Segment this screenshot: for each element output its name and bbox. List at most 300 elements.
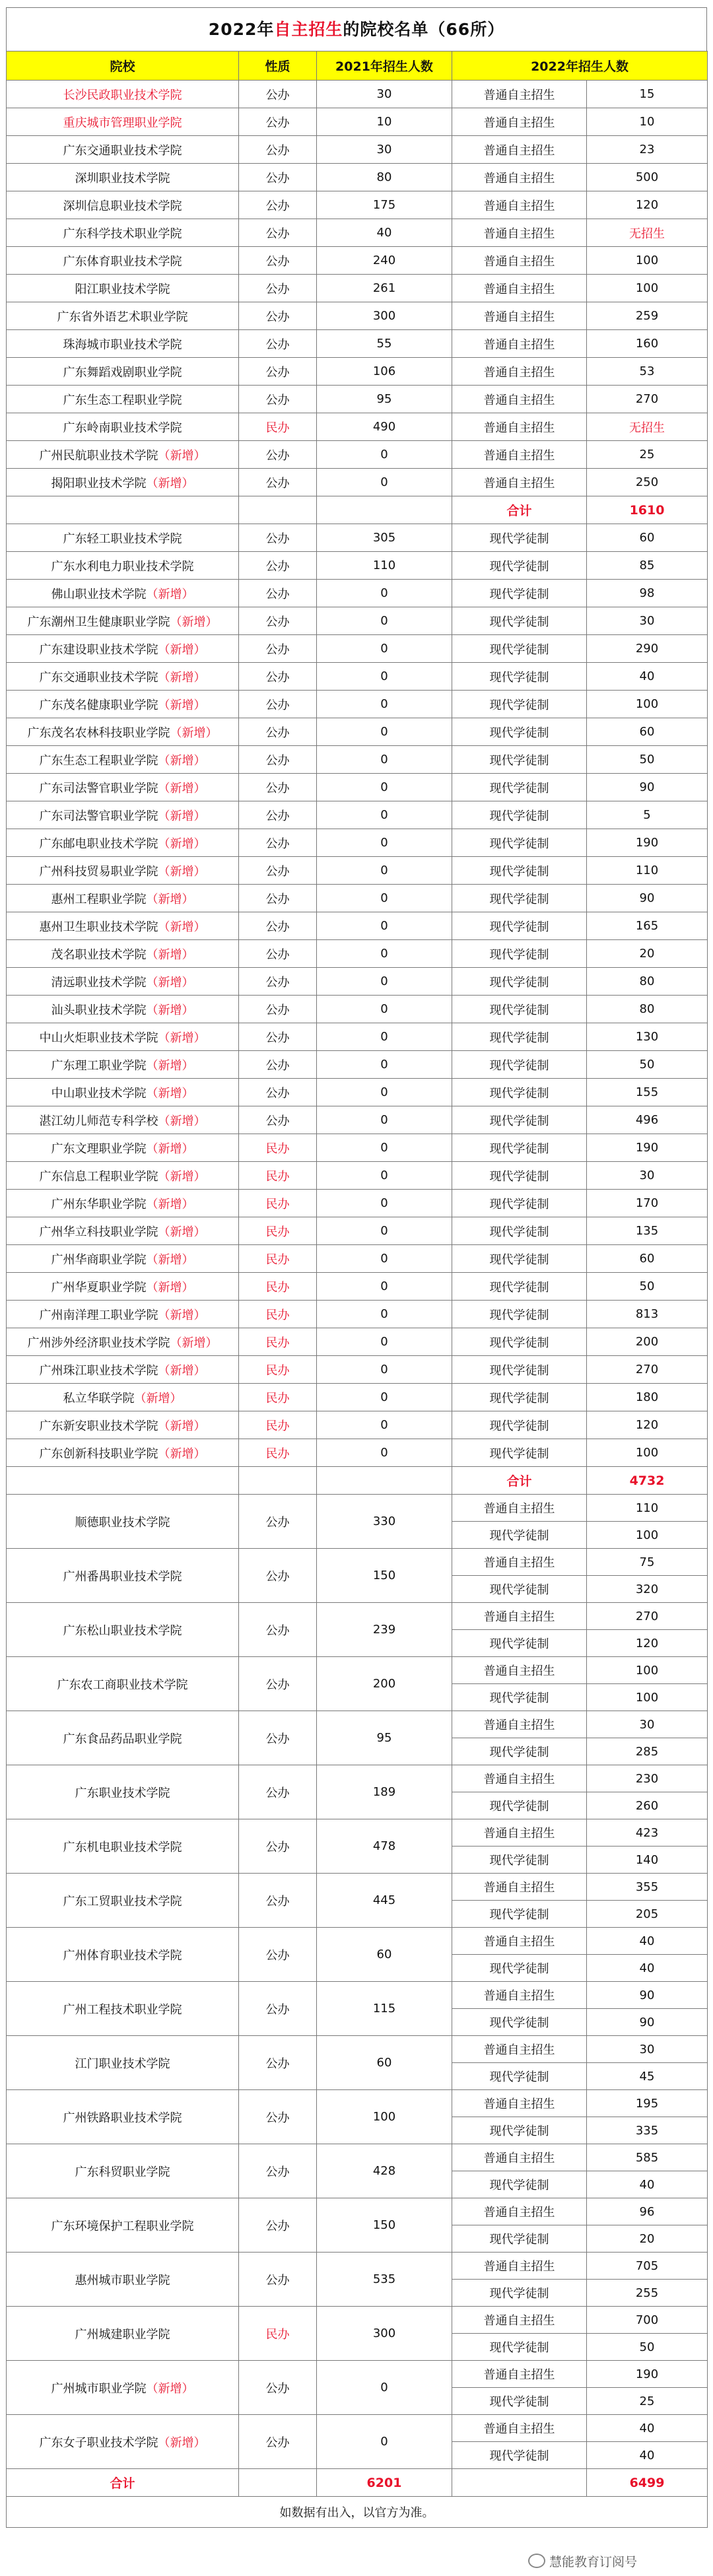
school-name-cell [7, 912, 239, 940]
table-row [7, 1162, 708, 1190]
table-row [7, 191, 708, 219]
enroll-2021-cell: 0 [317, 1356, 452, 1384]
table-row [7, 1874, 708, 1901]
enroll-2021-cell: 0 [317, 801, 452, 829]
enroll-2022-cell: 80 [587, 968, 708, 996]
enroll-type-cell: 现代学徒制 [452, 1955, 587, 1982]
enroll-type-cell: 普通自主招生 [452, 1765, 587, 1792]
enroll-2022-cell: 40 [587, 2442, 708, 2469]
enroll-type-cell: 普通自主招生 [452, 2090, 587, 2117]
enroll-2022-cell: 120 [587, 1630, 708, 1657]
title-highlight: 自主招生 [274, 20, 343, 39]
enroll-2021-cell: 0 [317, 1411, 452, 1439]
enroll-2021-cell: 0 [317, 663, 452, 691]
school-name-cell [7, 2036, 239, 2090]
school-name-cell [7, 2361, 239, 2415]
enroll-type-cell: 普通自主招生 [452, 219, 587, 247]
enroll-2021-cell: 60 [317, 2036, 452, 2090]
enroll-2022-cell: 40 [587, 2415, 708, 2442]
enroll-2022-cell: 180 [587, 1384, 708, 1411]
enroll-2021-cell: 0 [317, 1384, 452, 1411]
enroll-2021-cell: 40 [317, 219, 452, 247]
enroll-2022-cell: 190 [587, 1134, 708, 1162]
school-name: 广东创新科技职业学院 [39, 1446, 158, 1461]
table-row [7, 885, 708, 912]
school-name-cell [7, 1217, 239, 1245]
enroll-type-cell: 现代学徒制 [452, 1522, 587, 1549]
enroll-2022-cell: 230 [587, 1765, 708, 1792]
enroll-2022-cell: 60 [587, 524, 708, 552]
enroll-type-cell: 普通自主招生 [452, 330, 587, 358]
table-row [7, 1711, 708, 1738]
table-row [7, 441, 708, 469]
nature-cell: 民办 [239, 1356, 317, 1384]
enroll-type-cell: 现代学徒制 [452, 552, 587, 580]
enroll-2021-cell: 239 [317, 1603, 452, 1657]
empty-cell [239, 496, 317, 524]
new-tag: （新增） [158, 809, 206, 823]
nature-cell: 公办 [239, 996, 317, 1023]
school-name: 广东工贸职业技术学院 [63, 1894, 182, 1909]
enroll-2021-cell: 428 [317, 2144, 452, 2198]
school-name: 广州民航职业技术学院 [39, 448, 158, 463]
table-row [7, 663, 708, 691]
table-row [7, 746, 708, 774]
enroll-2021-cell: 150 [317, 2198, 452, 2253]
school-name: 中山职业技术学院 [51, 1086, 147, 1101]
enroll-2022-cell: 110 [587, 857, 708, 885]
school-name: 珠海城市职业技术学院 [63, 337, 182, 352]
table-row [7, 1765, 708, 1792]
enroll-2022-cell: 100 [587, 1657, 708, 1684]
enroll-type-cell: 现代学徒制 [452, 829, 587, 857]
nature-cell: 民办 [239, 1162, 317, 1190]
table-row [7, 635, 708, 663]
school-name: 长沙民政职业技术学院 [63, 88, 182, 102]
enroll-2022-cell: 705 [587, 2253, 708, 2280]
school-name-cell [7, 330, 239, 358]
enroll-2022-cell: 50 [587, 2334, 708, 2361]
enroll-type-cell: 普通自主招生 [452, 469, 587, 496]
enroll-2021-cell: 0 [317, 1273, 452, 1301]
enroll-type-cell: 现代学徒制 [452, 718, 587, 746]
school-name-cell [7, 968, 239, 996]
header-2022: 2022年招生人数 [452, 51, 708, 81]
new-tag: （新增） [146, 975, 194, 990]
school-name-cell [7, 580, 239, 607]
enroll-2022-cell: 135 [587, 1217, 708, 1245]
enroll-type-cell: 现代学徒制 [452, 1190, 587, 1217]
enroll-type-cell: 现代学徒制 [452, 1301, 587, 1328]
table-row [7, 857, 708, 885]
enroll-type-cell: 普通自主招生 [452, 275, 587, 302]
new-tag: （新增） [170, 1336, 218, 1350]
new-tag: （新增） [146, 1280, 194, 1295]
enroll-type-cell: 普通自主招生 [452, 1928, 587, 1955]
enroll-2021-cell: 0 [317, 1162, 452, 1190]
enroll-type-cell: 普通自主招生 [452, 1657, 587, 1684]
school-name: 广东潮州卫生健康职业学院 [27, 615, 170, 629]
school-name: 惠州工程职业学院 [51, 892, 147, 906]
school-name: 深圳职业技术学院 [75, 171, 170, 186]
enroll-2021-cell: 261 [317, 275, 452, 302]
school-name: 广州科技贸易职业学院 [39, 864, 158, 879]
nature-cell: 公办 [239, 275, 317, 302]
nature-cell: 公办 [239, 2090, 317, 2144]
enroll-2022-cell: 100 [587, 1684, 708, 1711]
school-name-cell [7, 1162, 239, 1190]
nature-cell: 公办 [239, 524, 317, 552]
new-tag: （新增） [146, 2381, 194, 2396]
new-tag: （新增） [158, 920, 206, 934]
enroll-type-cell: 现代学徒制 [452, 857, 587, 885]
table-row [7, 1439, 708, 1467]
empty-cell [239, 1467, 317, 1495]
table-row [7, 164, 708, 191]
footnote-row [7, 2497, 708, 2528]
enroll-2021-cell: 0 [317, 691, 452, 718]
enroll-type-cell: 现代学徒制 [452, 1162, 587, 1190]
table-row [7, 1982, 708, 2009]
school-name: 广东机电职业技术学院 [63, 1840, 182, 1854]
enroll-2022-cell: 30 [587, 607, 708, 635]
school-name-cell [7, 1765, 239, 1819]
school-name-cell [7, 996, 239, 1023]
nature-cell: 公办 [239, 136, 317, 164]
school-name: 广东生态工程职业学院 [63, 393, 182, 407]
new-tag: （新增） [146, 1252, 194, 1267]
enroll-type-cell: 现代学徒制 [452, 1051, 587, 1079]
watermark-text: 慧能教育订阅号 [549, 2555, 638, 2569]
enroll-2021-cell: 0 [317, 1079, 452, 1106]
enroll-2022-cell: 423 [587, 1819, 708, 1847]
enroll-2021-cell: 0 [317, 1439, 452, 1467]
total-2022: 6499 [587, 2469, 708, 2497]
table-row [7, 275, 708, 302]
enroll-2022-cell: 270 [587, 1356, 708, 1384]
enroll-type-cell: 普通自主招生 [452, 302, 587, 330]
enroll-2021-cell: 110 [317, 552, 452, 580]
enroll-2021-cell: 0 [317, 718, 452, 746]
enroll-type-cell: 现代学徒制 [452, 1684, 587, 1711]
school-name: 中山火炬职业技术学院 [39, 1031, 158, 1045]
school-name: 广州体育职业技术学院 [63, 1948, 182, 1963]
school-name: 广州华夏职业学院 [51, 1280, 147, 1295]
table-row [7, 219, 708, 247]
enroll-2021-cell: 95 [317, 1711, 452, 1765]
school-name-cell [7, 1134, 239, 1162]
enroll-2022-cell: 195 [587, 2090, 708, 2117]
table-row [7, 386, 708, 413]
school-name-cell [7, 358, 239, 386]
table-row [7, 1273, 708, 1301]
school-name: 广东水利电力职业技术学院 [51, 559, 194, 574]
school-name: 广东食品药品职业学院 [63, 1732, 182, 1746]
enroll-type-cell: 现代学徒制 [452, 746, 587, 774]
subtotal-label: 合计 [452, 1467, 587, 1495]
enroll-2021-cell: 478 [317, 1819, 452, 1874]
school-name: 广东信息工程职业学院 [39, 1169, 158, 1184]
enroll-2021-cell: 150 [317, 1549, 452, 1603]
school-name: 广东理工职业学院 [51, 1058, 147, 1073]
school-name: 广东科学技术职业学院 [63, 226, 182, 241]
enrollment-table-sheet [6, 7, 707, 2528]
school-name-cell [7, 1328, 239, 1356]
nature-cell: 公办 [239, 912, 317, 940]
table-row [7, 2090, 708, 2117]
enroll-type-cell: 现代学徒制 [452, 774, 587, 801]
enroll-type-cell: 现代学徒制 [452, 1847, 587, 1874]
school-name: 清远职业技术学院 [51, 975, 147, 990]
nature-cell: 公办 [239, 1765, 317, 1819]
school-name-cell [7, 1384, 239, 1411]
enroll-type-cell: 现代学徒制 [452, 1328, 587, 1356]
table-row [7, 358, 708, 386]
enroll-2022-cell: 200 [587, 1328, 708, 1356]
table-row [7, 2361, 708, 2388]
new-tag: （新增） [158, 698, 206, 712]
school-name-cell [7, 774, 239, 801]
school-name: 广东茂名健康职业学院 [39, 698, 158, 712]
new-tag: （新增） [158, 1446, 206, 1461]
enroll-type-cell: 现代学徒制 [452, 801, 587, 829]
enroll-2022-cell: 165 [587, 912, 708, 940]
enroll-2021-cell: 305 [317, 524, 452, 552]
enroll-2021-cell: 240 [317, 247, 452, 275]
enroll-2021-cell: 80 [317, 164, 452, 191]
enroll-type-cell: 现代学徒制 [452, 1217, 587, 1245]
school-name-cell [7, 663, 239, 691]
enroll-2022-cell: 250 [587, 469, 708, 496]
school-name: 广东职业技术学院 [75, 1786, 170, 1800]
enroll-2021-cell: 0 [317, 968, 452, 996]
enroll-2022-cell: 53 [587, 358, 708, 386]
enroll-2022-cell: 285 [587, 1738, 708, 1765]
school-name-cell [7, 524, 239, 552]
enroll-2022-cell: 20 [587, 2225, 708, 2253]
enroll-type-cell: 现代学徒制 [452, 1356, 587, 1384]
school-name: 私立华联学院 [63, 1391, 135, 1406]
nature-cell: 公办 [239, 2361, 317, 2415]
new-tag: （新增） [146, 587, 194, 601]
enroll-2022-cell: 259 [587, 302, 708, 330]
enroll-type-cell: 普通自主招生 [452, 358, 587, 386]
enroll-2022-cell: 813 [587, 1301, 708, 1328]
school-name: 惠州卫生职业技术学院 [39, 920, 158, 934]
table-row [7, 1928, 708, 1955]
school-name: 湛江幼儿师范专科学校 [39, 1114, 158, 1128]
enroll-2021-cell: 0 [317, 774, 452, 801]
enroll-type-cell: 现代学徒制 [452, 1245, 587, 1273]
enroll-2021-cell: 55 [317, 330, 452, 358]
enroll-2021-cell: 0 [317, 1328, 452, 1356]
enroll-2021-cell: 0 [317, 635, 452, 663]
school-name: 广东体育职业技术学院 [63, 254, 182, 269]
school-name-cell [7, 413, 239, 441]
enroll-2022-cell: 140 [587, 1847, 708, 1874]
enroll-type-cell: 普通自主招生 [452, 2415, 587, 2442]
enroll-type-cell: 普通自主招生 [452, 2253, 587, 2280]
school-name-cell [7, 1874, 239, 1928]
new-tag: （新增） [158, 1114, 206, 1128]
nature-cell: 民办 [239, 1190, 317, 1217]
nature-cell: 民办 [239, 1439, 317, 1467]
table-row [7, 2253, 708, 2280]
enroll-2022-cell: 130 [587, 1023, 708, 1051]
enroll-2022-cell: 60 [587, 1245, 708, 1273]
school-name-cell [7, 1495, 239, 1549]
enroll-2022-cell: 60 [587, 718, 708, 746]
enroll-type-cell: 普通自主招生 [452, 1603, 587, 1630]
enroll-2022-cell: 190 [587, 2361, 708, 2388]
nature-cell: 民办 [239, 1301, 317, 1328]
enroll-2022-cell: 90 [587, 2009, 708, 2036]
enroll-2021-cell: 0 [317, 1301, 452, 1328]
nature-cell: 公办 [239, 330, 317, 358]
header-nature: 性质 [239, 51, 317, 81]
school-name-cell [7, 1928, 239, 1982]
new-tag: （新增） [158, 781, 206, 796]
enroll-type-cell: 现代学徒制 [452, 663, 587, 691]
new-tag: （新增） [146, 947, 194, 962]
enroll-2021-cell: 0 [317, 1106, 452, 1134]
table-row [7, 524, 708, 552]
new-tag: （新增） [146, 1141, 194, 1156]
table-row [7, 1134, 708, 1162]
table-row [7, 1384, 708, 1411]
enroll-2021-cell: 445 [317, 1874, 452, 1928]
new-tag: （新增） [158, 753, 206, 768]
enroll-2021-cell: 490 [317, 413, 452, 441]
table-row [7, 580, 708, 607]
enroll-type-cell: 现代学徒制 [452, 2225, 587, 2253]
enroll-2022-cell: 170 [587, 1190, 708, 1217]
school-name-cell [7, 386, 239, 413]
enroll-2022-cell: 30 [587, 1711, 708, 1738]
enroll-2021-cell: 30 [317, 136, 452, 164]
new-tag: （新增） [134, 1391, 182, 1406]
new-tag: （新增） [146, 892, 194, 906]
school-name: 阳江职业技术学院 [75, 282, 170, 296]
enroll-2022-cell: 270 [587, 386, 708, 413]
nature-cell: 公办 [239, 857, 317, 885]
enroll-2022-cell: 50 [587, 746, 708, 774]
school-name-cell [7, 1190, 239, 1217]
new-tag: （新增） [158, 1419, 206, 1433]
nature-cell: 公办 [239, 607, 317, 635]
table-row [7, 330, 708, 358]
subtotal-value: 1610 [587, 496, 708, 524]
school-name-cell [7, 718, 239, 746]
grand-total-row [7, 2469, 708, 2497]
enroll-2021-cell: 0 [317, 1245, 452, 1273]
enroll-2021-cell: 0 [317, 912, 452, 940]
enroll-2021-cell: 0 [317, 857, 452, 885]
enroll-2021-cell: 10 [317, 108, 452, 136]
school-name: 广州南洋理工职业学院 [39, 1308, 158, 1322]
school-name-cell [7, 1657, 239, 1711]
school-name-cell [7, 2144, 239, 2198]
table-row [7, 413, 708, 441]
school-name-cell [7, 1982, 239, 2036]
enroll-2022-cell: 120 [587, 1411, 708, 1439]
enroll-2022-cell: 190 [587, 829, 708, 857]
enroll-type-cell: 普通自主招生 [452, 81, 587, 108]
enroll-2021-cell: 535 [317, 2253, 452, 2307]
enroll-2022-cell: 100 [587, 275, 708, 302]
enroll-2021-cell: 200 [317, 1657, 452, 1711]
enroll-2022-cell: 80 [587, 996, 708, 1023]
enroll-type-cell: 现代学徒制 [452, 1630, 587, 1657]
school-name-cell [7, 2415, 239, 2469]
table-row [7, 691, 708, 718]
enroll-2022-cell: 无招生 [587, 219, 708, 247]
enroll-type-cell: 现代学徒制 [452, 996, 587, 1023]
enroll-2022-cell: 100 [587, 1439, 708, 1467]
nature-cell: 公办 [239, 1928, 317, 1982]
enroll-2021-cell: 115 [317, 1982, 452, 2036]
nature-cell: 民办 [239, 1134, 317, 1162]
enroll-2021-cell: 95 [317, 386, 452, 413]
school-name-cell [7, 2307, 239, 2361]
school-name: 广东建设职业技术学院 [39, 642, 158, 657]
table-row [7, 607, 708, 635]
new-tag: （新增） [158, 642, 206, 657]
enroll-type-cell: 现代学徒制 [452, 1439, 587, 1467]
school-name: 惠州城市职业学院 [75, 2273, 170, 2288]
nature-cell: 公办 [239, 2198, 317, 2253]
new-tag: （新增） [146, 1086, 194, 1101]
school-name-cell [7, 635, 239, 663]
table-row [7, 552, 708, 580]
nature-cell: 民办 [239, 1384, 317, 1411]
enroll-2022-cell: 30 [587, 1162, 708, 1190]
nature-cell: 公办 [239, 1051, 317, 1079]
enroll-type-cell: 现代学徒制 [452, 580, 587, 607]
school-name-cell [7, 691, 239, 718]
table-row [7, 2144, 708, 2171]
nature-cell: 公办 [239, 302, 317, 330]
enroll-type-cell: 普通自主招生 [452, 136, 587, 164]
enroll-2022-cell: 5 [587, 801, 708, 829]
enroll-2022-cell: 255 [587, 2280, 708, 2307]
school-name: 广州番禺职业技术学院 [63, 1569, 182, 1584]
enroll-type-cell: 现代学徒制 [452, 691, 587, 718]
school-name-cell [7, 1819, 239, 1874]
enroll-type-cell: 现代学徒制 [452, 2117, 587, 2144]
school-name: 广州工程技术职业学院 [63, 2002, 182, 2017]
school-name-cell [7, 2198, 239, 2253]
enroll-2022-cell: 20 [587, 940, 708, 968]
enroll-2022-cell: 无招生 [587, 413, 708, 441]
school-name-cell [7, 885, 239, 912]
school-name-cell [7, 247, 239, 275]
table-row [7, 1079, 708, 1106]
table-row [7, 801, 708, 829]
school-name-cell [7, 191, 239, 219]
table-row [7, 108, 708, 136]
school-name: 广东交通职业技术学院 [39, 670, 158, 685]
table-header-row [7, 51, 708, 81]
header-2021: 2021年招生人数 [317, 51, 452, 81]
school-name-cell [7, 1549, 239, 1603]
nature-cell: 公办 [239, 164, 317, 191]
table-row [7, 1819, 708, 1847]
enroll-2022-cell: 30 [587, 2036, 708, 2063]
empty-cell [7, 1467, 239, 1495]
enroll-type-cell: 普通自主招生 [452, 108, 587, 136]
enroll-2022-cell: 25 [587, 2388, 708, 2415]
